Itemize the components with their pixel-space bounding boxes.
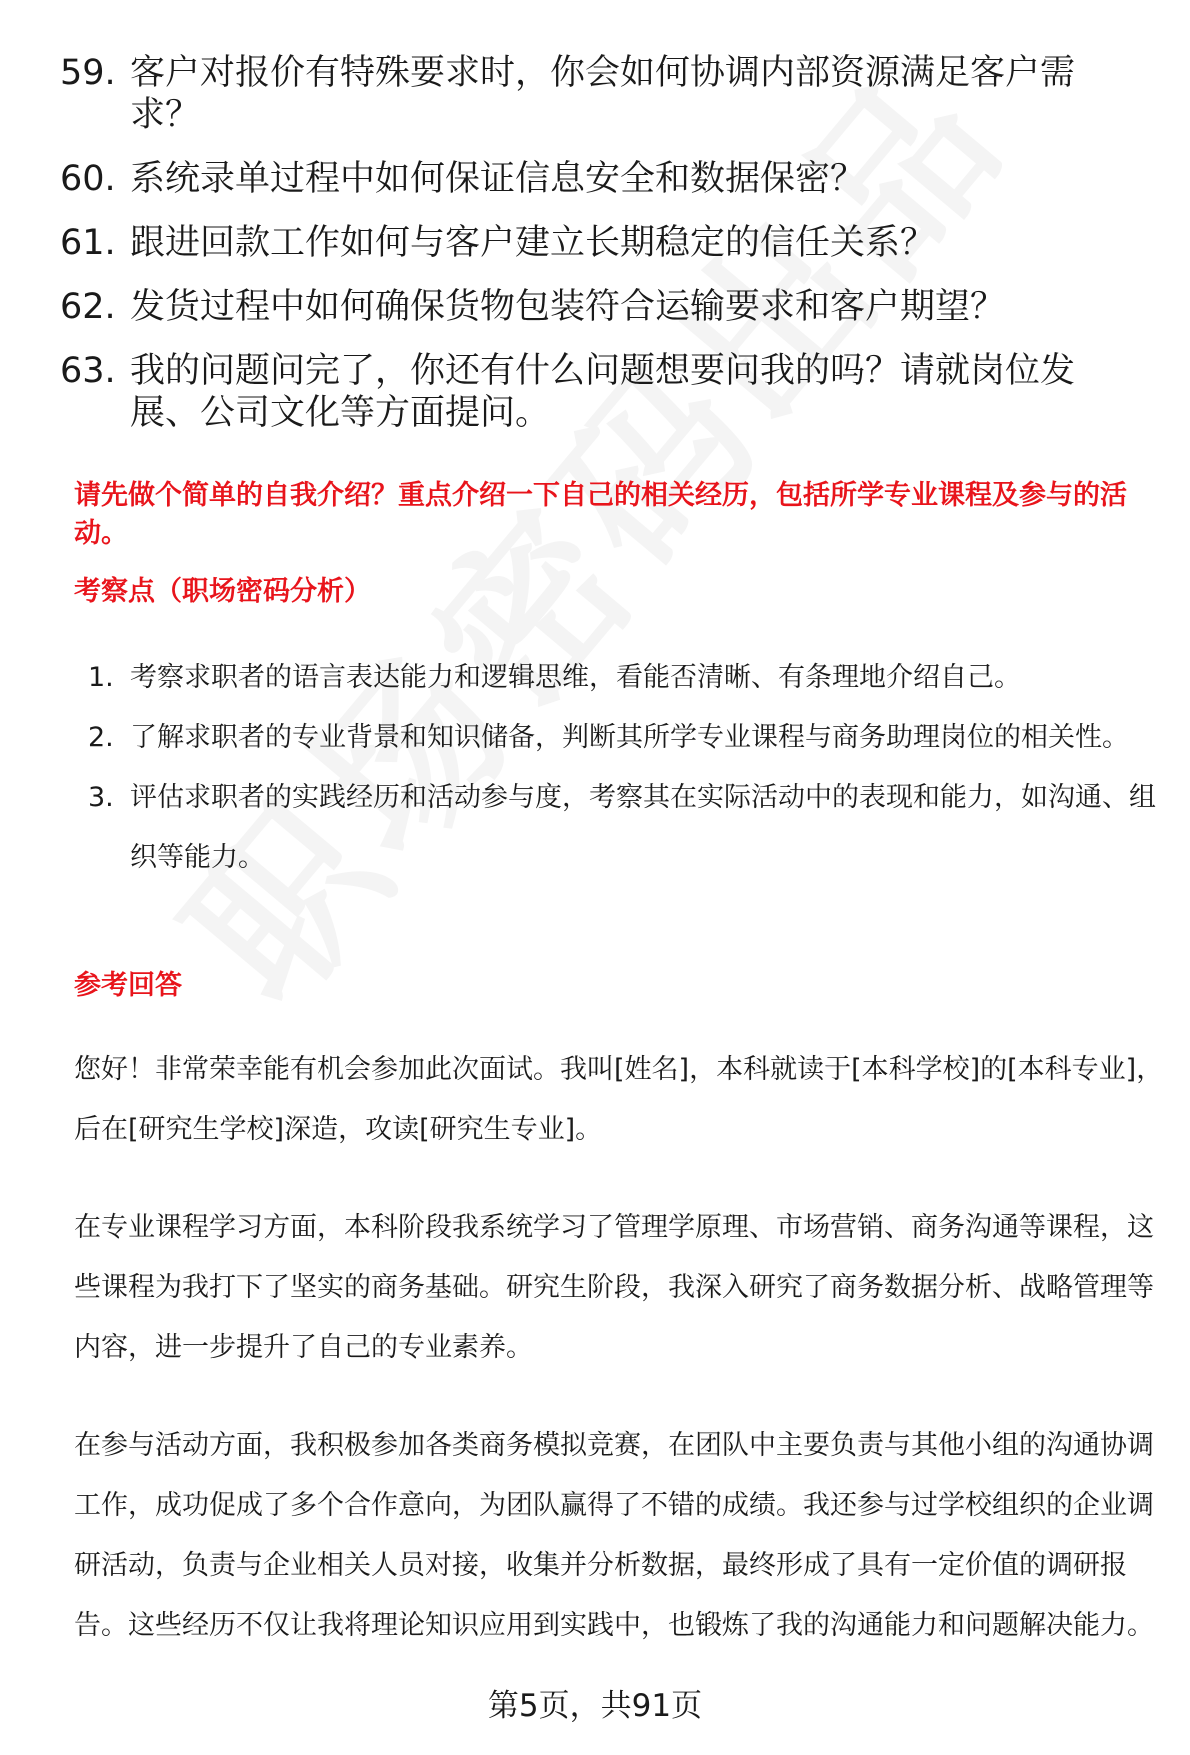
question-number: 62. xyxy=(60,287,116,327)
answer-paragraph: 您好！非常荣幸能有机会参加此次面试。我叫[姓名]，本科就读于[本科学校]的[本科专业]，后在[研究生学校]深造，攻读[研究生专业]。 xyxy=(74,1054,1164,1145)
question-text: 客户对报价有特殊要求时，你会如何协调内部资源满足客户需求？ xyxy=(130,53,1076,135)
question-text: 发货过程中如何确保货物包装符合运输要求和客户期望？ xyxy=(130,287,1006,327)
question-number: 61. xyxy=(60,223,116,263)
reference-heading: 参考回答 xyxy=(74,970,182,1001)
question-item xyxy=(60,286,1140,328)
featured-question: 请先做个简单的自我介绍？重点介绍一下自己的相关经历，包括所学专业课程及参与的活动。 xyxy=(74,480,1127,549)
point-text: 了解求职者的专业背景和知识储备，判断其所学专业课程与商务助理岗位的相关性。 xyxy=(130,722,1129,753)
answer-paragraph: 在参与活动方面，我积极参加各类商务模拟竞赛，在团队中主要负责与其他小组的沟通协调工作，成功促成了多个合作意向，为团队赢得了不错的成绩。我还参与过学校组织的企业调研活动，负责与企业相关人员对接，收集并分析数据，最终形成了具有一定价值的调研报告。这些经历不仅让我将理论知识应用到实践中，也锻炼了我的沟通能力和问题解决能力。 xyxy=(74,1430,1154,1641)
point-number: 2. xyxy=(88,722,114,753)
question-text: 我的问题问完了，你还有什么问题想要问我的吗？请就岗位发展、公司文化等方面提问。 xyxy=(130,351,1076,433)
question-text: 跟进回款工作如何与客户建立长期稳定的信任关系？ xyxy=(130,223,936,263)
point-number: 3. xyxy=(88,782,114,813)
assessment-point xyxy=(88,648,1158,708)
assessment-heading: 考察点（职场密码分析） xyxy=(74,576,371,607)
answer-paragraph: 在专业课程学习方面，本科阶段我系统学习了管理学原理、市场营销、商务沟通等课程，这些课程为我打下了坚实的商务基础。研究生阶段，我深入研究了商务数据分析、战略管理等内容，进一步提升了自己的专业素养。 xyxy=(74,1212,1154,1363)
assessment-points xyxy=(88,648,1158,888)
assessment-point xyxy=(88,768,1158,888)
question-item xyxy=(60,222,1140,264)
point-text: 考察求职者的语言表达能力和逻辑思维，看能否清晰、有条理地介绍自己。 xyxy=(130,662,1021,693)
assessment-point xyxy=(88,708,1158,768)
question-item xyxy=(60,158,1140,200)
question-text: 系统录单过程中如何保证信息安全和数据保密？ xyxy=(130,159,866,199)
question-number: 60. xyxy=(60,159,116,199)
point-number: 1. xyxy=(88,662,114,693)
question-item xyxy=(60,350,1140,434)
question-number: 63. xyxy=(60,351,116,391)
page-footer: 第5页，共91页 xyxy=(487,1688,703,1724)
question-item xyxy=(60,52,1140,136)
question-list xyxy=(60,52,1140,456)
question-number: 59. xyxy=(60,53,116,93)
point-text: 评估求职者的实践经历和活动参与度，考察其在实际活动中的表现和能力，如沟通、组织等能力。 xyxy=(130,782,1156,873)
